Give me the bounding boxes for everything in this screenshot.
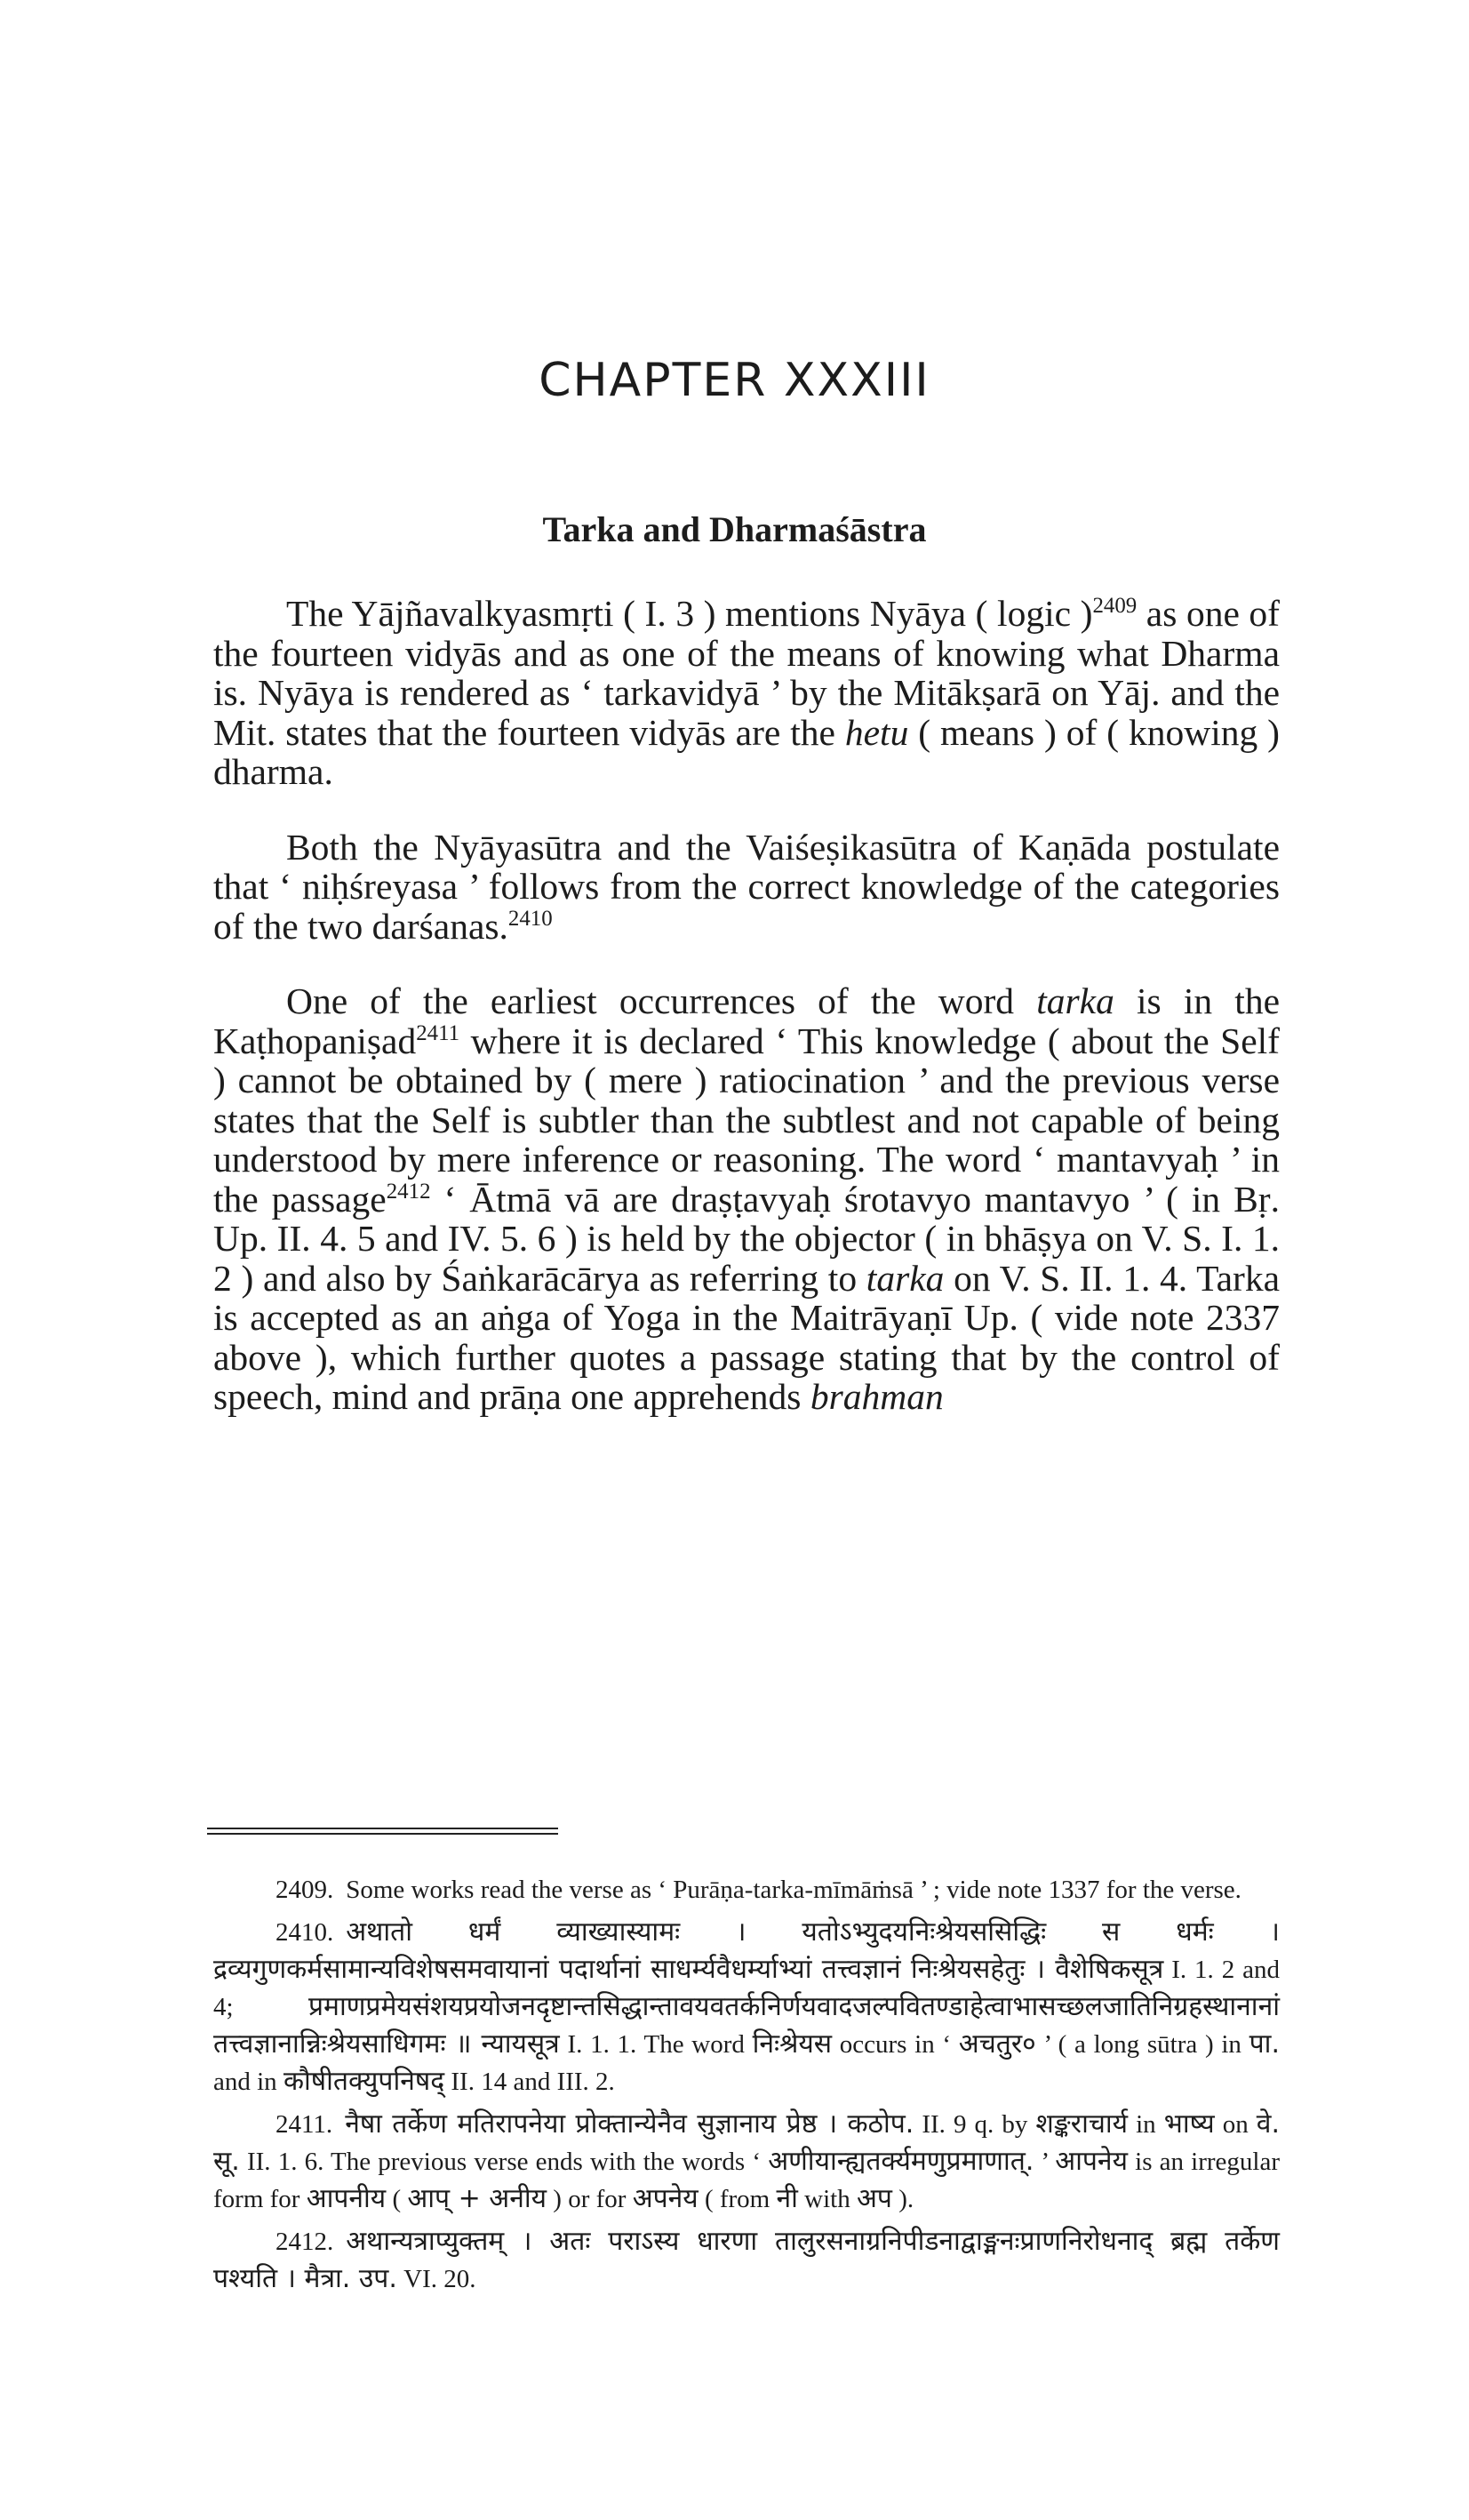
sanskrit-text: आपनीय bbox=[306, 2183, 387, 2214]
footnote-2409 bbox=[213, 1871, 1280, 1908]
text-run: as one of the fourteen vidyās and as one of the means of knowing what Dharma is. Nyāya is rendered as ‘ tarkavidyā ’ by the Mitākṣarā on Yāj. and the Mit. states that the fourteen vidyās are the bbox=[213, 593, 1281, 753]
sanskrit-text: प्रमाणप्रमेयसंशयप्रयोजनदृष्टान्तसिद्धान्तावयवतर्कनिर्णयवादजल्पवितण्डाहेत्वाभासच्छलजातिनिग्रहस्थानानां तत्त्वज्ञानान्निःश्रेयसाधिगमः ॥ न्यायसूत्र bbox=[213, 1991, 1280, 2060]
sanskrit-text: वे. सू. bbox=[213, 2108, 1281, 2177]
sanskrit-text: नैषा तर्केण मतिरापनेया प्रोक्तान्येनैव सुज्ञानाय प्रेष्ठ । कठोप. bbox=[345, 2108, 914, 2140]
text-run: One of the earliest occurrences of the word bbox=[286, 980, 1037, 1021]
text-run: Both the Nyāyasūtra and the Vaiśeṣikasūtra of Kaṇāda postulate that ‘ niḥśreyasa ’ follows from the correct knowledge of the categories of the two darśanas. bbox=[213, 826, 1280, 947]
footnote-text: is an irregular form for bbox=[213, 2148, 1281, 2213]
footnote-text: I. 1. 2 and 4; bbox=[213, 1956, 1280, 2021]
chapter-title: CHAPTER XXXIII bbox=[539, 354, 930, 407]
sanskrit-text: कौषीतक्युपनिषद् bbox=[283, 2066, 445, 2097]
sanskrit-text: अपनेय bbox=[632, 2183, 699, 2214]
italic-term: tarka bbox=[866, 1257, 945, 1299]
footnote-text: Some works read the verse as ‘ Purāṇa-tarka-mīmāṁsā ’ ; vide note 1337 for the verse. bbox=[346, 1876, 1241, 1904]
footnote-text: ). bbox=[891, 2185, 914, 2213]
footnote-ref-2410: 2410 bbox=[507, 906, 553, 931]
footnote-text: occurs in ‘ bbox=[832, 2030, 959, 2059]
footnote-text: ( bbox=[386, 2185, 408, 2213]
footnote-number: 2412. bbox=[275, 2228, 334, 2256]
sanskrit-text: आप् + अनीय bbox=[407, 2183, 547, 2214]
footnote-text: on bbox=[1214, 2110, 1257, 2139]
text-run: is in the Kaṭhopaniṣad bbox=[213, 980, 1280, 1061]
footnote-2410 bbox=[213, 1914, 1280, 2100]
footnote-number: 2411. bbox=[275, 2110, 333, 2139]
footnote-text: I. 1. 1. The word bbox=[559, 2030, 753, 2059]
sanskrit-text: भाष्य bbox=[1163, 2108, 1215, 2140]
section-title: Tarka and Dharmaśāstra bbox=[542, 509, 927, 549]
footnote-2411 bbox=[213, 2106, 1280, 2218]
italic-term: tarka bbox=[1036, 980, 1114, 1021]
footnote-text: in bbox=[1128, 2110, 1164, 2139]
footnote-text: ( from bbox=[698, 2185, 777, 2213]
sanskrit-text: अचतुर० bbox=[958, 2028, 1036, 2060]
text-run: on V. S. II. 1. 4. Tarka is accepted as an aṅga of Yoga in the Maitrāyaṇī Up. ( vide note 2337 above ), which further quotes a passage stating that by the control of speech, mind and prāṇa one apprehends bbox=[213, 1257, 1281, 1417]
footnote-ref-2409: 2409 bbox=[1092, 594, 1138, 619]
sanskrit-text: निःश्रेयस bbox=[752, 2028, 833, 2060]
footnote-text: II. 14 and III. 2. bbox=[444, 2068, 615, 2096]
text-run: ‘ Ātmā vā are draṣṭavyaḥ śrotavyo mantavyo ’ ( in Bṛ. Up. II. 4. 5 and IV. 5. 6 ) is held by the objector ( in bhāṣya on V. S. I. 1. 2 ) and also by Śaṅkarācārya as referring to bbox=[213, 1178, 1280, 1299]
footnote-number: 2410. bbox=[275, 1918, 334, 1947]
footnote-text: II. 9 q. by bbox=[914, 2110, 1036, 2139]
footnote-text: with bbox=[797, 2185, 857, 2213]
sanskrit-text: अथातो धर्मं व्याख्यास्यामः । यतोऽभ्युदयनिःश्रेयससिद्धिः स धर्मः । द्रव्यगुणकर्मसामान्यविशेषसमवायानां पदार्थानां साधर्म्यवैधर्म्याभ्यां तत्त्वज्ञानं निःश्रेयसहेतुः । वैशेषिकसूत्र bbox=[213, 1916, 1280, 1985]
footnote-text: ) or for bbox=[547, 2185, 633, 2213]
italic-term: hetu bbox=[844, 711, 909, 753]
sanskrit-text: नी bbox=[776, 2183, 798, 2214]
sanskrit-text: शङ्कराचार्य bbox=[1035, 2108, 1129, 2140]
italic-term: brahman bbox=[810, 1376, 944, 1417]
sanskrit-text: अणीयान्ह्यतर्क्यमणुप्रमाणात्. bbox=[768, 2146, 1034, 2177]
paragraph-1 bbox=[213, 594, 1280, 792]
footnote-ref-2411: 2411 bbox=[416, 1020, 460, 1045]
text-run: The Yājñavalkyasmṛti ( I. 3 ) mentions Nyāya ( logic ) bbox=[286, 593, 1093, 634]
text-run: ( means ) of ( knowing ) dharma. bbox=[213, 711, 1280, 792]
footnote-separator bbox=[207, 1828, 558, 1835]
footnote-text: VI. 20. bbox=[396, 2265, 476, 2293]
footnote-number: 2409. bbox=[275, 1876, 334, 1904]
sanskrit-text: आपनेय bbox=[1055, 2146, 1128, 2177]
text-run: where it is declared ‘ This knowledge ( about the Self ) cannot be obtained by ( mere ) ratiocination ’ and the previous verse states that the Self is subtler than the subtlest and not capable of being understood by mere inference or reasoning. The word ‘ mantavyaḥ ’ in the passage bbox=[213, 1020, 1280, 1220]
paragraph-2 bbox=[213, 828, 1280, 947]
paragraph-3 bbox=[213, 981, 1280, 1417]
footnote-text: and in bbox=[213, 2068, 283, 2096]
footnote-ref-2412: 2412 bbox=[386, 1179, 431, 1204]
sanskrit-text: पा. bbox=[1249, 2028, 1280, 2060]
footnote-2412 bbox=[213, 2223, 1280, 2298]
body-text bbox=[213, 594, 1280, 1452]
sanskrit-text: अप bbox=[856, 2183, 892, 2214]
footnote-text: ’ ( a long sūtra ) in bbox=[1035, 2030, 1249, 2059]
footnotes bbox=[213, 1871, 1280, 2303]
footnote-text: II. 1. 6. The previous verse ends with the words ‘ bbox=[239, 2148, 769, 2176]
footnote-text: ’ bbox=[1034, 2148, 1056, 2176]
sanskrit-text: अथान्यत्राप्युक्तम् । अतः पराऽस्य धारणा तालुरसनाग्रनिपीडनाद्वाङ्मनःप्राणनिरोधनाद् ब्रह्म तर्केण पश्यति । मैत्रा. उप. bbox=[213, 2226, 1280, 2294]
